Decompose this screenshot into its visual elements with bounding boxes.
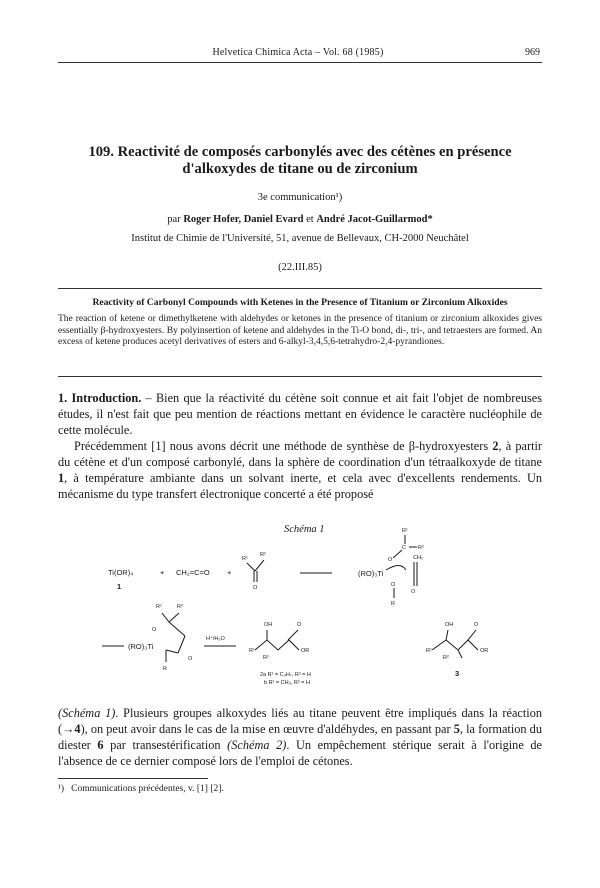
ts-carbonyl-o: O bbox=[411, 589, 416, 595]
compound-ref-2: 2 bbox=[492, 439, 499, 453]
titanium-intermediate bbox=[128, 604, 193, 672]
footnote-text: Communications précédentes, v. [1] [2]. bbox=[71, 784, 224, 794]
para2-text-c: , à partir du cétène et d'un composé carbonylé, dans la sphère de coordination d'un tétraalkoxyde de titane bbox=[58, 439, 542, 469]
int-r1: R¹ bbox=[156, 604, 162, 610]
ts-r1: R¹ bbox=[402, 528, 408, 534]
product2-o: O bbox=[297, 622, 302, 628]
carbonyl-r2: R² bbox=[260, 552, 266, 558]
scheme-2-ref: (Schéma 2) bbox=[227, 738, 287, 752]
header-rule bbox=[58, 62, 542, 63]
paragraph-2 bbox=[58, 438, 542, 502]
para3-text-h: par transestérification bbox=[103, 738, 228, 752]
para3-text-b: . Plusieurs groupes alkoxydes liés au titane peuvent être impliqués dans la réaction (→ bbox=[58, 706, 543, 736]
ts-r2: R² bbox=[418, 545, 424, 551]
para3-text-d: ), on peut avoir dans le cas de la mise en œuvre d'aldéhydes, en passant par bbox=[80, 722, 454, 736]
abstract-text: The reaction of ketene or dimethylketene with aldehydes or ketones in the presence of titanium or zirconium alkoxides gives essentially β-hydroxyesters. By polyinsertion of ketene and aldehydes in the Ti-O bond, di-, tri-, and tetraesters are formed. An excess of ketene produces acetyl derivatives of esters and 6-alkyl-3,4,5,6-tetrahydro-2,4-pyrandiones. bbox=[58, 314, 542, 348]
compound-ref-5: 5 bbox=[453, 722, 460, 736]
scheme-1-ref: (Schéma 1) bbox=[58, 706, 116, 720]
article-title bbox=[70, 144, 530, 178]
product-3-label: 3 bbox=[455, 669, 460, 678]
institution: Institut de Chimie de l'Université, 51, avenue de Bellevaux, CH-2000 Neuchâtel bbox=[131, 233, 469, 244]
product2-or: OR bbox=[301, 648, 310, 654]
scheme-label: Schéma 1 bbox=[284, 524, 325, 535]
product3-or: OR bbox=[480, 648, 489, 654]
footnote bbox=[58, 784, 224, 794]
ts-carbon: C bbox=[402, 545, 406, 551]
abstract-title: Reactivity of Carbonyl Compounds with Ketenes in the Presence of Titanium or Zirconium Alkoxides bbox=[92, 297, 508, 308]
reagent-1-label: 1 bbox=[117, 582, 122, 591]
int-r2: R² bbox=[177, 604, 183, 610]
compound-ref-1: 1 bbox=[58, 471, 65, 485]
para2-text-e: , à température ambiante dans un solvant inerte, et cela avec d'excellents rendements. Un mécanisme du type transfert électronique concerté a été proposé bbox=[58, 471, 542, 501]
product3-oh: OH bbox=[445, 622, 454, 628]
product3-r2: R² bbox=[443, 655, 449, 661]
product2-oh: OH bbox=[264, 622, 273, 628]
received-date: (22.III.85) bbox=[278, 262, 322, 273]
compound-ref-4: 4 bbox=[74, 722, 81, 736]
abstract-rule-bottom bbox=[58, 376, 542, 377]
article-subtitle: 3e communication¹) bbox=[257, 192, 343, 203]
authors-last: André Jacot-Guillarmod* bbox=[316, 214, 433, 225]
authors-names: Roger Hofer, Daniel Evard bbox=[183, 214, 304, 225]
page-number: 969 bbox=[525, 47, 540, 58]
authors-line bbox=[70, 214, 530, 225]
carbonyl-compound bbox=[242, 552, 266, 591]
product2-r2: R² bbox=[263, 655, 269, 661]
carbonyl-r1: R¹ bbox=[242, 556, 248, 562]
int-carbonyl-o: O bbox=[188, 656, 193, 662]
title-line-2: d'alkoxydes de titane ou de zirconium bbox=[182, 161, 418, 177]
hydrolysis-reagent: H⁺/H₂O bbox=[206, 636, 225, 642]
ts-oxygen: O bbox=[388, 557, 393, 563]
product3-r1: R¹ bbox=[426, 648, 432, 654]
int-oxygen: O bbox=[152, 627, 157, 633]
paragraph-3 bbox=[58, 705, 542, 769]
para3-text-f: , la formation du diester bbox=[58, 722, 542, 752]
product-2b-label: b R¹ = CH₃, R² = H bbox=[264, 680, 310, 686]
ts-r: R bbox=[391, 601, 395, 607]
plus-sign-2: + bbox=[227, 568, 232, 577]
product-2-structure bbox=[249, 622, 309, 661]
plus-sign-1: + bbox=[160, 568, 165, 577]
authors-prefix: par bbox=[167, 214, 181, 225]
section-heading: 1. Introduction. bbox=[58, 391, 142, 405]
running-head: Helvetica Chimica Acta – Vol. 68 (1985) bbox=[212, 47, 384, 58]
title-line-1: 109. Reactivité de composés carbonylés avec des cétènes en présence bbox=[88, 144, 512, 160]
intro-paragraph bbox=[58, 390, 542, 438]
reagent-tior4: Ti(OR)₄ bbox=[108, 568, 134, 577]
product2-r1: R¹ bbox=[249, 648, 255, 654]
ts-ro3ti: (RO)₃Ti bbox=[358, 569, 384, 578]
para2-text-a: Précédemment [1] nous avons décrit une méthode de synthèse de β-hydroxyesters bbox=[74, 439, 493, 453]
footnote-rule bbox=[58, 778, 208, 779]
ts-alkoxy-o: O bbox=[391, 582, 396, 588]
ketene-formula: CH₂=C=O bbox=[176, 568, 210, 577]
footnote-marker: ¹) bbox=[58, 784, 65, 794]
para3-text-j: . Un empêchement stérique serait à l'origine de l'absence de ce dernier composé lors de l'emploi de cétones. bbox=[58, 738, 542, 768]
abstract-rule-top bbox=[58, 288, 542, 289]
carbonyl-oxygen: O bbox=[253, 585, 258, 591]
intro-text: – Bien que la réactivité du cétène soit connue et ait fait l'objet de nombreuses études, il n'est fait que peu mention de réactions mettant en évidence le caractère nucléophile de cette molécule. bbox=[58, 391, 542, 437]
authors-et: et bbox=[306, 214, 314, 225]
product3-o: O bbox=[474, 622, 479, 628]
product-3-structure bbox=[426, 622, 488, 661]
ts-ch2: CH₂ bbox=[413, 555, 424, 561]
int-ro3ti: (RO)₃Ti bbox=[128, 642, 154, 651]
product-2a-label: 2a R¹ = C₃H₇, R² = H bbox=[260, 672, 311, 678]
transition-state bbox=[358, 528, 424, 607]
int-r: R bbox=[163, 666, 167, 672]
reaction-scheme bbox=[100, 518, 540, 688]
compound-ref-6: 6 bbox=[97, 738, 104, 752]
